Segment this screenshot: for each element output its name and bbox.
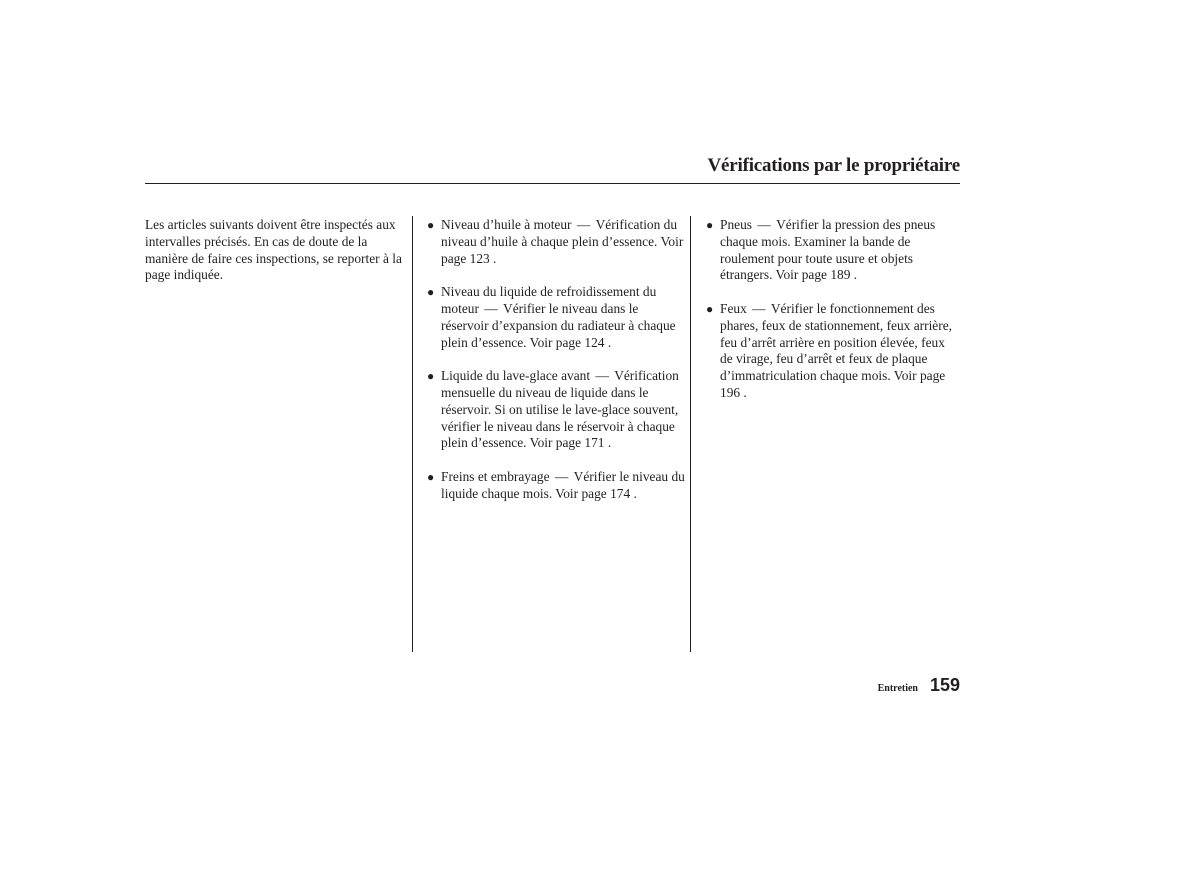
check-item-washer-fluid [427, 368, 685, 452]
bullet-icon: ● [706, 301, 714, 316]
check-item-name: Feux [720, 300, 747, 316]
intro-paragraph: Les articles suivants doivent être inspectés aux intervalles précisés. En cas de doute de la manière de faire ces inspections, se reporter à la page indiquée. [145, 217, 402, 283]
check-item-name: Liquide du lave-glace avant [441, 368, 591, 384]
check-item-lights [706, 301, 960, 402]
page-title: Vérifications par le propriétaire [707, 155, 960, 176]
column-checks-fluids [427, 217, 685, 519]
em-dash: — [480, 300, 502, 316]
check-item-name: Freins et embrayage [441, 468, 550, 484]
footer-section-label: Entretien [877, 683, 918, 694]
check-item-text: Vérification du niveau d’huile à chaque plein d’essence. Voir page 123 . [441, 217, 684, 266]
bullet-icon: ● [427, 369, 435, 384]
check-item-text: Vérifier le fonctionnement des phares, feux de stationnement, feux arrière, feu d’arrêt arrière en position élevée, feux de virage, feu d’arrêt et feux de plaque d’immatriculation chaque mois. Voir page 196 . [720, 300, 953, 400]
bullet-icon: ● [706, 218, 714, 232]
check-item-brakes-clutch [427, 469, 685, 503]
check-item-tires [706, 217, 960, 284]
column-divider-right [690, 216, 691, 652]
bullet-icon: ● [427, 218, 435, 232]
column-divider-left [412, 216, 413, 652]
check-item-text: Vérifier le niveau dans le réservoir d’expansion du radiateur à chaque plein d’essence. Voir page 124 . [441, 300, 676, 350]
check-item-engine-oil [427, 217, 685, 267]
check-item-name: Pneus [720, 217, 752, 232]
em-dash: — [573, 217, 594, 232]
check-item-text: Vérifier le niveau du liquide chaque mois. Voir page 174 . [441, 468, 685, 501]
check-item-text: Vérification mensuelle du niveau de liquide dans le réservoir. Si on utilise le lave-glace souvent, vérifier le niveau dans le réservoir à chaque plein d’essence. Voir page 171 . [441, 368, 679, 451]
bullet-icon: ● [427, 285, 435, 300]
em-dash: — [551, 468, 572, 484]
check-item-name: Niveau du liquide de refroidissement du moteur [441, 284, 657, 316]
column-intro [145, 217, 407, 284]
check-item-name: Niveau d’huile à moteur [441, 217, 572, 232]
bullet-icon: ● [427, 469, 435, 484]
page-number: 159 [929, 675, 960, 695]
check-item-coolant [427, 284, 685, 351]
check-item-text: Vérifier la pression des pneus chaque mois. Examiner la bande de roulement pour toute usure et objets étrangers. Voir page 189 . [720, 217, 936, 283]
em-dash: — [592, 368, 613, 384]
column-checks-tires-lights [706, 217, 960, 419]
em-dash: — [748, 300, 769, 316]
em-dash: — [754, 217, 775, 232]
title-rule [145, 183, 960, 184]
